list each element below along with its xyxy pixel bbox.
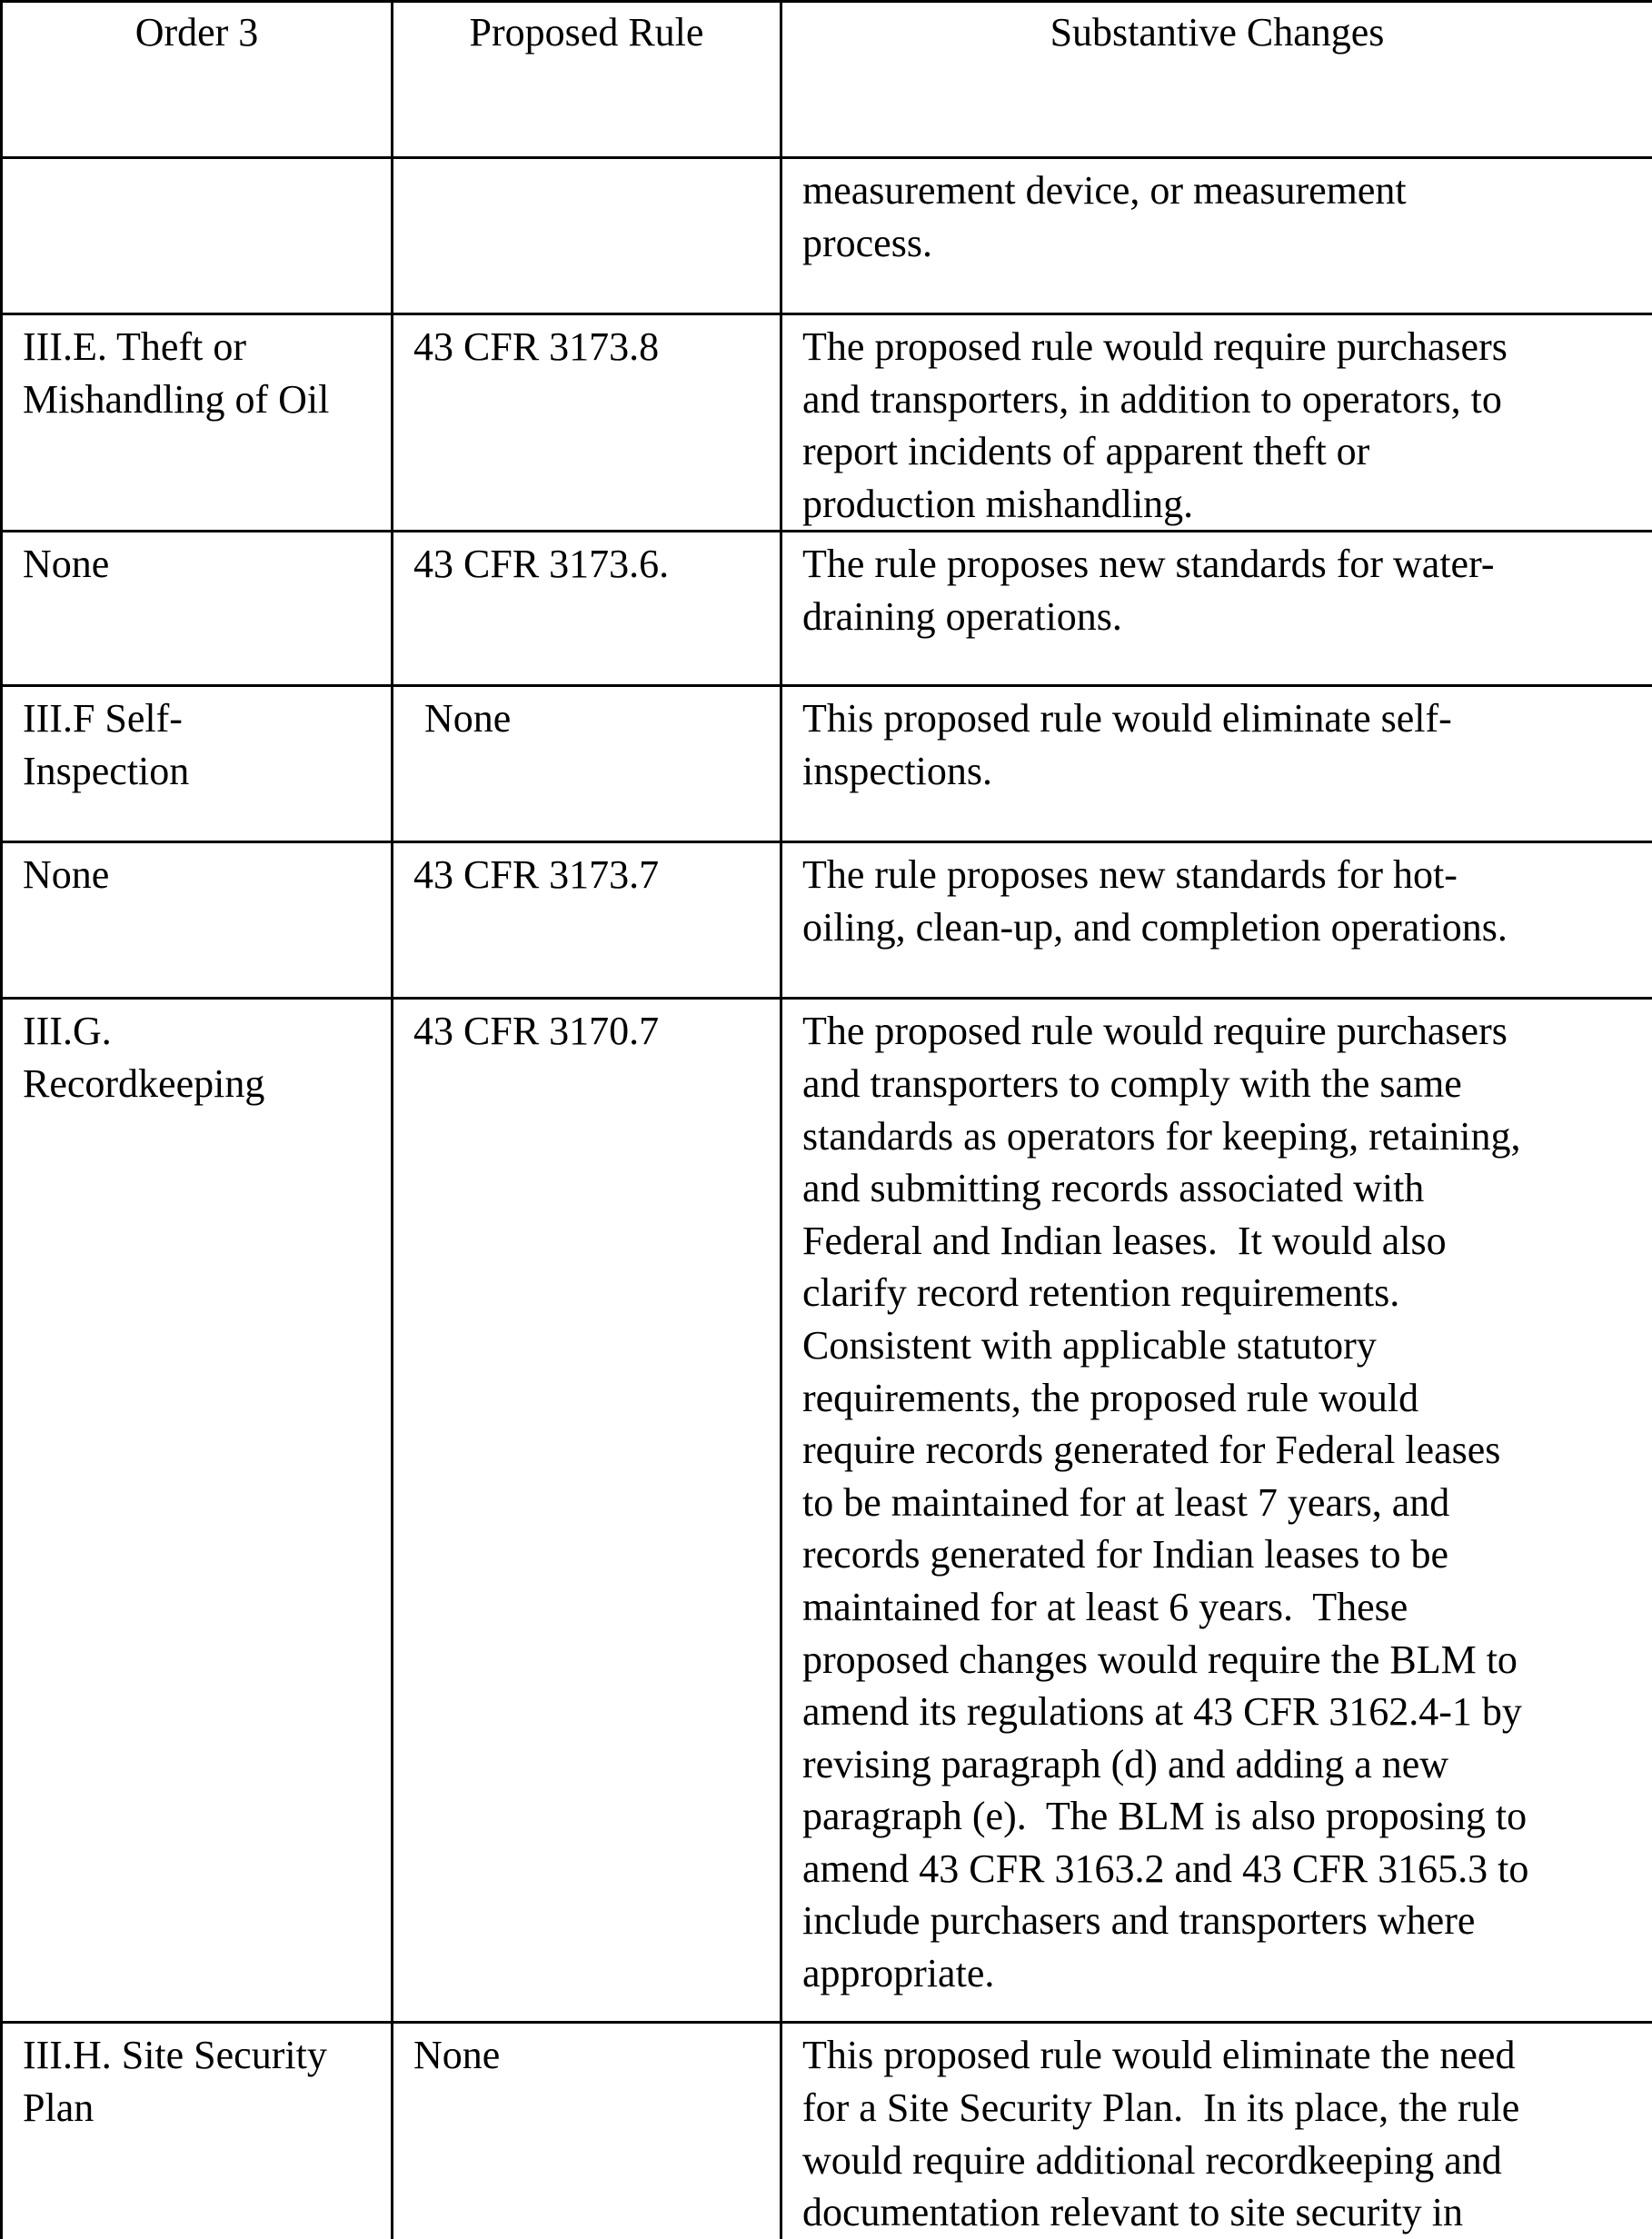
cell-proposed-rule (393, 532, 781, 686)
cell-changes (781, 2023, 1652, 2239)
cell-changes-text: This proposed rule would eliminate the need for a Site Security Plan. In its place, the rule would require additional recordkeeping and documentation relevant to site security in (802, 2024, 1643, 2238)
cell-order3 (2, 532, 393, 686)
cell-order3-text (23, 159, 385, 164)
cell-changes (781, 842, 1652, 999)
cell-order3 (2, 842, 393, 999)
table-row (2, 158, 1652, 314)
table-row (2, 314, 1652, 532)
cell-changes-text: This proposed rule would eliminate self- inspections. (802, 687, 1643, 797)
table-row (2, 2023, 1652, 2239)
cell-changes (781, 999, 1652, 2023)
header-substantive-changes (781, 2, 1652, 158)
table-row (2, 842, 1652, 999)
cell-changes (781, 158, 1652, 314)
cell-proposed-rule (393, 842, 781, 999)
cell-order3 (2, 686, 393, 842)
cell-proposed-rule-text: 43 CFR 3170.7 (413, 1000, 774, 1058)
cell-changes-text: The proposed rule would require purchasers and transporters, in addition to operators, to report incidents of apparent theft or production mishandling. (802, 315, 1643, 530)
cell-changes (781, 314, 1652, 532)
cell-proposed-rule-text: 43 CFR 3173.7 (413, 843, 774, 901)
header-substantive-changes-text: Substantive Changes (782, 3, 1652, 59)
header-proposed-rule (393, 2, 781, 158)
cell-changes (781, 686, 1652, 842)
table-row (2, 686, 1652, 842)
cell-changes-text: The rule proposes new standards for water- draining operations. (802, 532, 1643, 642)
cell-proposed-rule (393, 158, 781, 314)
cell-proposed-rule (393, 686, 781, 842)
cell-order3-text: None (23, 532, 385, 591)
cell-proposed-rule (393, 314, 781, 532)
cell-order3-text: III.F Self- Inspection (23, 687, 385, 797)
cell-proposed-rule-text: None (413, 687, 774, 745)
cell-proposed-rule-text: 43 CFR 3173.8 (413, 315, 774, 373)
cell-proposed-rule (393, 2023, 781, 2239)
table-row (2, 999, 1652, 2023)
table-header-row (2, 2, 1652, 158)
cell-changes-text: The rule proposes new standards for hot- oiling, clean-up, and completion operations. (802, 843, 1643, 953)
table-row (2, 532, 1652, 686)
cell-changes-text: The proposed rule would require purchasers and transporters to comply with the same standards as operators for keeping, retaining, and submitting records associated with Federal and Indian leases. It would also clarify record retention requirements. Consistent with applicable statutory requirements, the proposed rule would require records generated for Federal leases to be maintained for at least 7 years, and records generated for Indian leases to be maintained for at least 6 years. These proposed changes would require the BLM to amend its regulations at 43 CFR 3162.4-1 by revising paragraph (d) and adding a new paragraph (e). The BLM is also proposing to amend 43 CFR 3163.2 and 43 CFR 3165.3 to include purchasers and transporters where appropriate. (802, 1000, 1643, 1999)
cell-proposed-rule-text: None (413, 2024, 774, 2082)
cell-order3 (2, 2023, 393, 2239)
cell-order3 (2, 158, 393, 314)
header-proposed-rule-text: Proposed Rule (393, 3, 780, 59)
cell-order3 (2, 999, 393, 2023)
header-order3-text: Order 3 (3, 3, 391, 59)
cell-proposed-rule-text: 43 CFR 3173.6. (413, 532, 774, 591)
cell-changes-text: measurement device, or measurement process. (802, 159, 1643, 269)
cell-proposed-rule-text (413, 159, 774, 164)
cell-order3-text: III.E. Theft or Mishandling of Oil (23, 315, 385, 425)
cell-order3-text: None (23, 843, 385, 901)
cell-order3 (2, 314, 393, 532)
cell-changes (781, 532, 1652, 686)
header-order3 (2, 2, 393, 158)
cell-proposed-rule (393, 999, 781, 2023)
cell-order3-text: III.H. Site Security Plan (23, 2024, 385, 2134)
cell-order3-text: III.G. Recordkeeping (23, 1000, 385, 1110)
